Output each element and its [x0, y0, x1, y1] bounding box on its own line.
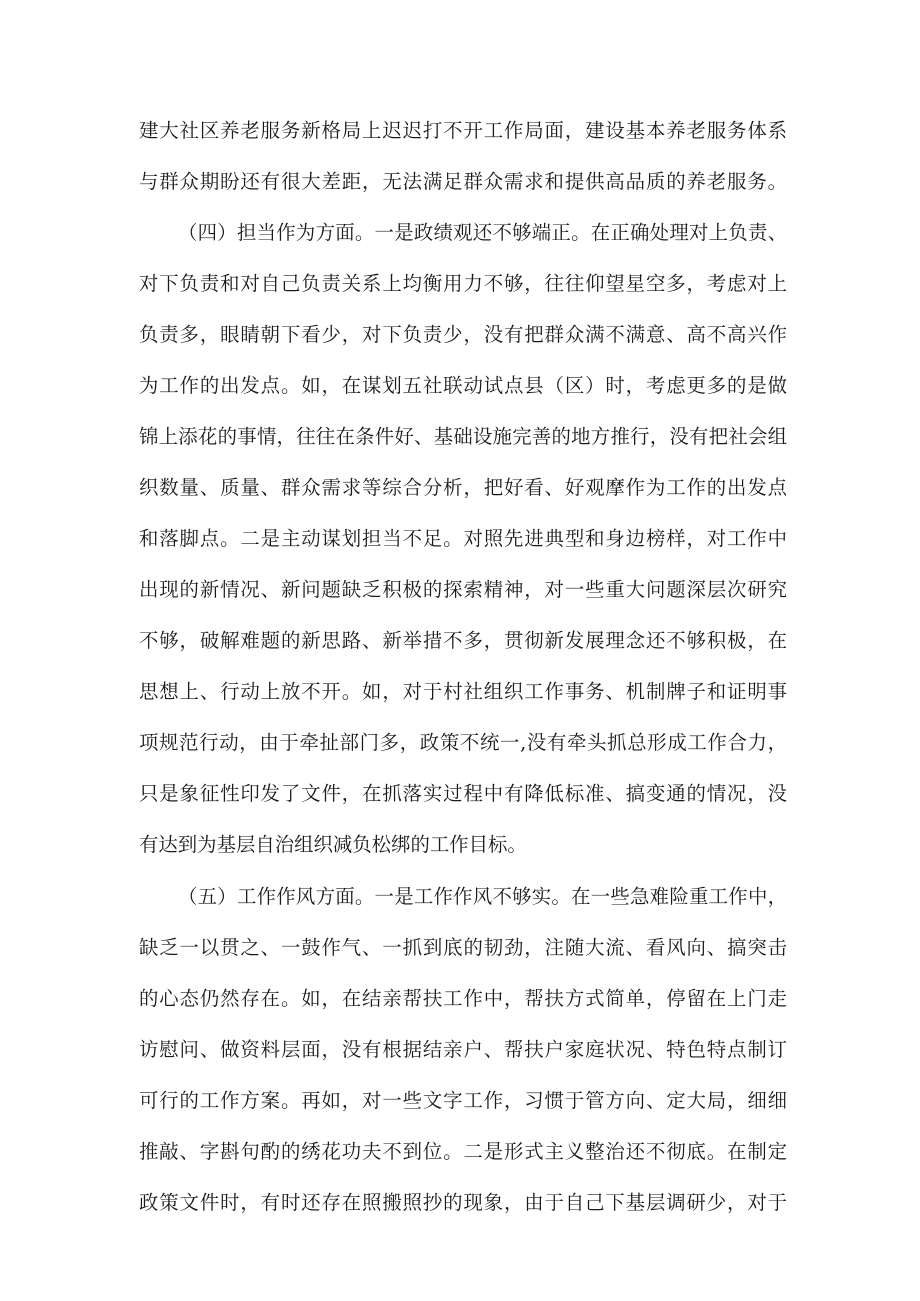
text-line: 思想上、行动上放不开。如，对于村社组织工作事务、机制牌子和证明事: [139, 680, 787, 703]
text-line: 的心态仍然存在。如，在结亲帮扶工作中，帮扶方式简单，停留在上门走: [139, 987, 787, 1010]
text-line: 和落脚点。二是主动谋划担当不足。对照先进典型和身边榜样，对工作中: [139, 527, 787, 550]
text-line: 政策文件时，有时还存在照搬照抄的现象，由于自己下基层调研少，对于: [139, 1191, 787, 1214]
text-line: 可行的工作方案。再如，对一些文字工作，习惯于管方向、定大局，细细: [139, 1089, 787, 1112]
text-line: 与群众期盼还有很大差距，无法满足群众需求和提供高品质的养老服务。: [139, 170, 787, 193]
text-line: 访慰问、做资料层面，没有根据结亲户、帮扶户家庭状况、特色特点制订: [139, 1038, 787, 1061]
text-line: 建大社区养老服务新格局上迟迟打不开工作局面，建设基本养老服务体系: [139, 119, 787, 142]
paragraph-4-last-line: 有达到为基层自治组织减负松绑的工作目标。: [139, 833, 527, 856]
text-line: 推敲、字斟句酌的绣花功夫不到位。二是形式主义整治还不彻底。在制定: [139, 1140, 787, 1163]
text-line: 只是象征性印发了文件，在抓落实过程中有降低标准、搞变通的情况，没: [139, 782, 787, 805]
paragraph-4-first-line: （四）担当作为方面。一是政绩观还不够端正。在正确处理对上负责、: [178, 221, 787, 244]
text-line: 项规范行动，由于牵扯部门多，政策不统一,没有牵头抓总形成工作合力，: [139, 731, 787, 754]
text-line: 出现的新情况、新问题缺乏积极的探索精神，对一些重大问题深层次研究: [139, 578, 787, 601]
text-line: 对下负责和对自己负责关系上均衡用力不够，往往仰望星空多，考虑对上: [139, 272, 787, 295]
paragraph-5-first-line: （五）工作作风方面。一是工作作风不够实。在一些急难险重工作中，: [178, 885, 787, 908]
text-line: 为工作的出发点。如，在谋划五社联动试点县（区）时，考虑更多的是做: [139, 374, 787, 397]
text-line: 锦上添花的事情，往往在条件好、基础设施完善的地方推行，没有把社会组: [139, 425, 787, 448]
text-line: 不够，破解难题的新思路、新举措不多，贯彻新发展理念还不够积极，在: [139, 629, 787, 652]
text-line: 织数量、质量、群众需求等综合分析，把好看、好观摩作为工作的出发点: [139, 476, 787, 499]
text-line: 缺乏一以贯之、一鼓作气、一抓到底的韧劲，注随大流、看风向、搞突击: [139, 936, 787, 959]
text-line: 负责多，眼睛朝下看少，对下负责少，没有把群众满不满意、高不高兴作: [139, 323, 787, 346]
